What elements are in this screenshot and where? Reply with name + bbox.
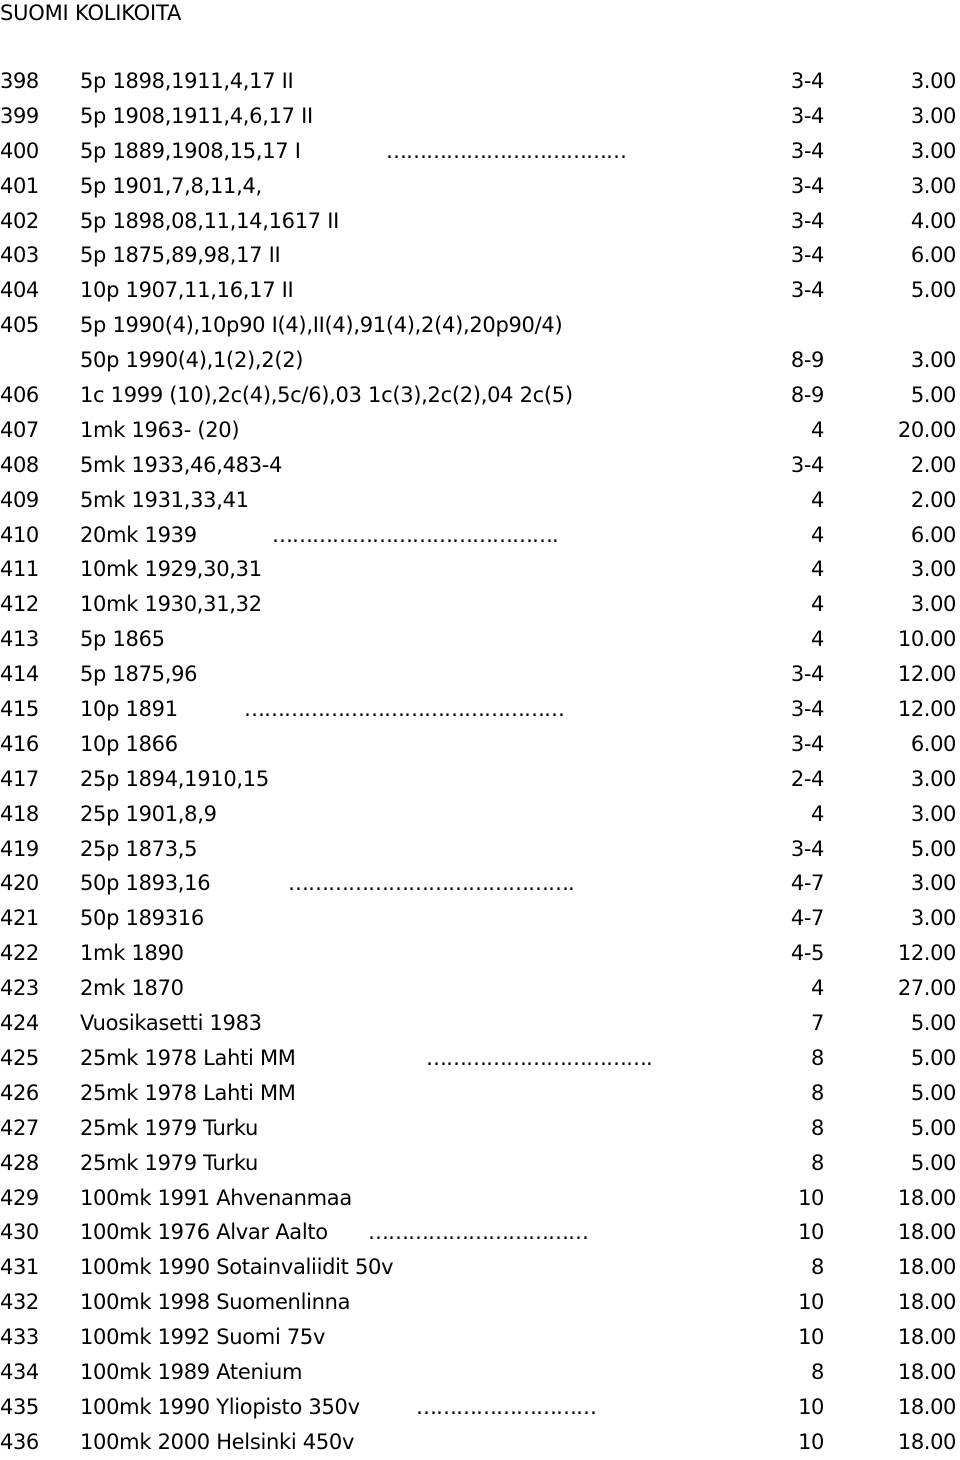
- item-price: 3.00: [910, 103, 956, 128]
- item-price: 10.00: [897, 627, 956, 652]
- list-item: [0, 1111, 960, 1146]
- list-item: [0, 727, 960, 762]
- item-price: 12.00: [897, 662, 956, 687]
- item-description: 50p 1990(4),1(2),2(2): [80, 348, 304, 373]
- list-item: [0, 1215, 960, 1250]
- item-number: 412: [0, 592, 39, 617]
- list-item: [0, 552, 960, 587]
- list-item: [0, 64, 960, 99]
- item-number: 404: [0, 278, 39, 303]
- item-price: 12.00: [897, 697, 956, 722]
- item-grade: 3-4: [790, 836, 824, 861]
- item-description: 5p 1875,89,98,17 II: [80, 243, 281, 268]
- list-item: [0, 866, 960, 901]
- item-price: 3.00: [910, 801, 956, 826]
- item-price: 20.00: [897, 417, 956, 442]
- item-number: 411: [0, 557, 39, 582]
- item-price: 12.00: [897, 941, 956, 966]
- item-description: 5p 1908,1911,4,6,17 II: [80, 103, 313, 128]
- item-price: 27.00: [897, 976, 956, 1001]
- item-grade: 3-4: [790, 278, 824, 303]
- item-grade: 3-4: [790, 103, 824, 128]
- item-grade: 4: [811, 592, 824, 617]
- item-grade: 10: [798, 1325, 824, 1350]
- item-grade: 8-9: [790, 348, 824, 373]
- item-price: 5.00: [910, 383, 956, 408]
- item-number: 436: [0, 1429, 39, 1454]
- item-price: 3.00: [910, 592, 956, 617]
- item-number: 424: [0, 1011, 39, 1036]
- list-item: [0, 1146, 960, 1181]
- item-number: 434: [0, 1359, 39, 1384]
- list-item: [0, 448, 960, 483]
- dot-leader: …………………………….: [426, 1045, 652, 1070]
- item-price: 5.00: [910, 1011, 956, 1036]
- item-number: 399: [0, 103, 39, 128]
- item-description: 1c 1999 (10),2c(4),5c/6),03 1c(3),2c(2),04 2c(5): [80, 383, 573, 408]
- item-grade: 7: [811, 1011, 824, 1036]
- page-title: SUOMI KOLIKOITA: [0, 1, 182, 25]
- item-grade: 8: [811, 1080, 824, 1105]
- item-description: 25p 1873,5: [80, 836, 198, 861]
- item-number: 427: [0, 1115, 39, 1140]
- item-price: 3.00: [910, 766, 956, 791]
- item-number: 431: [0, 1255, 39, 1280]
- item-price: 18.00: [897, 1429, 956, 1454]
- item-description: 100mk 1992 Suomi 75v: [80, 1325, 326, 1350]
- item-number: 401: [0, 173, 39, 198]
- item-grade: 3-4: [790, 243, 824, 268]
- list-item: [0, 692, 960, 727]
- item-number: 413: [0, 627, 39, 652]
- list-item: [0, 1320, 960, 1355]
- item-price: 18.00: [897, 1394, 956, 1419]
- item-description: 100mk 1976 Alvar Aalto: [80, 1220, 328, 1245]
- item-number: 398: [0, 69, 39, 93]
- item-description: 25mk 1978 Lahti MM: [80, 1080, 296, 1105]
- item-description: 25mk 1978 Lahti MM: [80, 1045, 296, 1070]
- item-price: 18.00: [897, 1290, 956, 1315]
- item-grade: 3-4: [790, 731, 824, 756]
- list-item: [0, 1425, 960, 1460]
- item-number: 405: [0, 313, 39, 338]
- item-number: 426: [0, 1080, 39, 1105]
- item-number: 418: [0, 801, 39, 826]
- item-number: 410: [0, 522, 39, 547]
- item-number: 417: [0, 766, 39, 791]
- item-description: 5p 1875,96: [80, 662, 198, 687]
- item-description: 10p 1891: [80, 697, 178, 722]
- item-description: 10mk 1929,30,31: [80, 557, 262, 582]
- list-item: [0, 971, 960, 1006]
- item-price: 18.00: [897, 1255, 956, 1280]
- item-grade: 4-5: [790, 941, 824, 966]
- dot-leader: ………………………………: [386, 138, 626, 163]
- item-number: 414: [0, 662, 39, 687]
- list-item: [0, 1250, 960, 1285]
- item-number: 435: [0, 1394, 39, 1419]
- item-grade: 8: [811, 1255, 824, 1280]
- item-description: 5p 1865: [80, 627, 165, 652]
- item-number: 419: [0, 836, 39, 861]
- item-grade: 4: [811, 557, 824, 582]
- item-grade: 3-4: [790, 208, 824, 233]
- list-item: [0, 1041, 960, 1076]
- item-number: 422: [0, 941, 39, 966]
- item-grade: 4: [811, 801, 824, 826]
- item-description: 100mk 1991 Ahvenanmaa: [80, 1185, 352, 1210]
- item-price: 3.00: [910, 906, 956, 931]
- item-price: 18.00: [897, 1185, 956, 1210]
- list-item: [0, 378, 960, 413]
- item-description: 100mk 1990 Sotainvaliidit 50v: [80, 1255, 394, 1280]
- list-item: [0, 622, 960, 657]
- item-grade: 3-4: [790, 697, 824, 722]
- item-grade: 3-4: [790, 69, 824, 93]
- item-grade: 8: [811, 1150, 824, 1175]
- item-grade: 2-4: [790, 766, 824, 791]
- list-item: [0, 762, 960, 797]
- item-number: 408: [0, 452, 39, 477]
- item-description: 100mk 1990 Yliopisto 350v: [80, 1394, 360, 1419]
- item-number: 403: [0, 243, 39, 268]
- item-description: 5mk 1933,46,483-4: [80, 452, 283, 477]
- item-description: 20mk 1939: [80, 522, 197, 547]
- item-number: 425: [0, 1045, 39, 1070]
- item-grade: 3-4: [790, 138, 824, 163]
- list-item: [0, 413, 960, 448]
- item-number: 430: [0, 1220, 39, 1245]
- item-description: 100mk 2000 Helsinki 450v: [80, 1429, 355, 1454]
- dot-leader: …………………………………….: [288, 871, 574, 896]
- list-item: [0, 1390, 960, 1425]
- item-number: 421: [0, 906, 39, 931]
- list-item: [0, 204, 960, 239]
- item-grade: 4: [811, 627, 824, 652]
- item-description: 5p 1898,08,11,14,1617 II: [80, 208, 339, 233]
- item-description: 25p 1894,1910,15: [80, 766, 269, 791]
- list-item: [0, 832, 960, 867]
- item-grade: 10: [798, 1394, 824, 1419]
- item-price: 5.00: [910, 1045, 956, 1070]
- item-number: 428: [0, 1150, 39, 1175]
- item-grade: 10: [798, 1429, 824, 1454]
- item-price: 6.00: [910, 243, 956, 268]
- dot-leader: ………………………: [416, 1394, 596, 1419]
- item-description: 1mk 1963- (20): [80, 417, 240, 442]
- item-grade: 4: [811, 522, 824, 547]
- item-description: 100mk 1998 Suomenlinna: [80, 1290, 351, 1315]
- item-description: 10mk 1930,31,32: [80, 592, 262, 617]
- item-grade: 3-4: [790, 173, 824, 198]
- item-price: 18.00: [897, 1359, 956, 1384]
- item-number: 400: [0, 138, 39, 163]
- item-description: 25mk 1979 Turku: [80, 1150, 259, 1175]
- item-number: 407: [0, 417, 39, 442]
- item-grade: 4-7: [790, 906, 824, 931]
- list-item: [0, 134, 960, 169]
- item-grade: 4: [811, 976, 824, 1001]
- list-item: [0, 936, 960, 971]
- list-item: [0, 343, 960, 378]
- item-number: 409: [0, 487, 39, 512]
- list-item: [0, 587, 960, 622]
- item-grade: 10: [798, 1185, 824, 1210]
- dot-leader: …………………………………….: [272, 522, 558, 547]
- item-number: 415: [0, 697, 39, 722]
- item-price: 18.00: [897, 1325, 956, 1350]
- item-grade: 8: [811, 1045, 824, 1070]
- item-number: 420: [0, 871, 39, 896]
- list-item: [0, 169, 960, 204]
- item-price: 3.00: [910, 173, 956, 198]
- item-price: 5.00: [910, 1115, 956, 1140]
- item-grade: 8-9: [790, 383, 824, 408]
- item-grade: 10: [798, 1220, 824, 1245]
- item-price: 18.00: [897, 1220, 956, 1245]
- item-number: 423: [0, 976, 39, 1001]
- item-number: 429: [0, 1185, 39, 1210]
- item-grade: 3-4: [790, 662, 824, 687]
- list-item: [0, 483, 960, 518]
- item-price: 5.00: [910, 1150, 956, 1175]
- list-item: [0, 99, 960, 134]
- list-item: [0, 1355, 960, 1390]
- dot-leader: …………………………………………: [244, 697, 564, 722]
- item-price: 6.00: [910, 522, 956, 547]
- item-number: 432: [0, 1290, 39, 1315]
- list-item: [0, 1181, 960, 1216]
- dot-leader: ……………………………: [368, 1220, 588, 1245]
- item-price: 6.00: [910, 731, 956, 756]
- item-grade: 3-4: [790, 452, 824, 477]
- item-description: 5mk 1931,33,41: [80, 487, 249, 512]
- item-description: 5p 1898,1911,4,17 II: [80, 69, 294, 93]
- item-description: 2mk 1870: [80, 976, 184, 1001]
- item-number: 433: [0, 1325, 39, 1350]
- list-item: [0, 1006, 960, 1041]
- item-price: 4.00: [910, 208, 956, 233]
- list-item: [0, 901, 960, 936]
- item-description: 100mk 1989 Atenium: [80, 1359, 303, 1384]
- item-grade: 4: [811, 417, 824, 442]
- item-description: 5p 1889,1908,15,17 I: [80, 138, 301, 163]
- item-description: Vuosikasetti 1983: [80, 1011, 262, 1036]
- list-item: [0, 797, 960, 832]
- item-description: 1mk 1890: [80, 941, 184, 966]
- item-price: 5.00: [910, 1080, 956, 1105]
- item-description: 50p 189316: [80, 906, 204, 931]
- coin-list: [0, 64, 960, 1460]
- item-grade: 10: [798, 1290, 824, 1315]
- item-grade: 8: [811, 1115, 824, 1140]
- item-description: 10p 1866: [80, 731, 178, 756]
- item-price: 3.00: [910, 69, 956, 93]
- item-price: 2.00: [910, 452, 956, 477]
- item-price: 3.00: [910, 557, 956, 582]
- list-item: [0, 273, 960, 308]
- item-description: 5p 1990(4),10p90 I(4),II(4),91(4),2(4),20p90/4): [80, 313, 563, 338]
- item-price: 2.00: [910, 487, 956, 512]
- item-grade: 8: [811, 1359, 824, 1384]
- list-item: [0, 518, 960, 553]
- item-description: 25p 1901,8,9: [80, 801, 217, 826]
- item-number: 416: [0, 731, 39, 756]
- item-price: 3.00: [910, 348, 956, 373]
- item-price: 5.00: [910, 836, 956, 861]
- item-description: 10p 1907,11,16,17 II: [80, 278, 294, 303]
- item-description: 25mk 1979 Turku: [80, 1115, 259, 1140]
- item-description: 50p 1893,16: [80, 871, 211, 896]
- list-item: [0, 1076, 960, 1111]
- item-price: 3.00: [910, 871, 956, 896]
- item-description: 5p 1901,7,8,11,4,: [80, 173, 262, 198]
- item-grade: 4-7: [790, 871, 824, 896]
- item-number: 402: [0, 208, 39, 233]
- item-price: 5.00: [910, 278, 956, 303]
- item-grade: 4: [811, 487, 824, 512]
- list-item: [0, 238, 960, 273]
- list-item: [0, 1285, 960, 1320]
- item-price: 3.00: [910, 138, 956, 163]
- list-item: [0, 657, 960, 692]
- item-number: 406: [0, 383, 39, 408]
- list-item: [0, 308, 960, 343]
